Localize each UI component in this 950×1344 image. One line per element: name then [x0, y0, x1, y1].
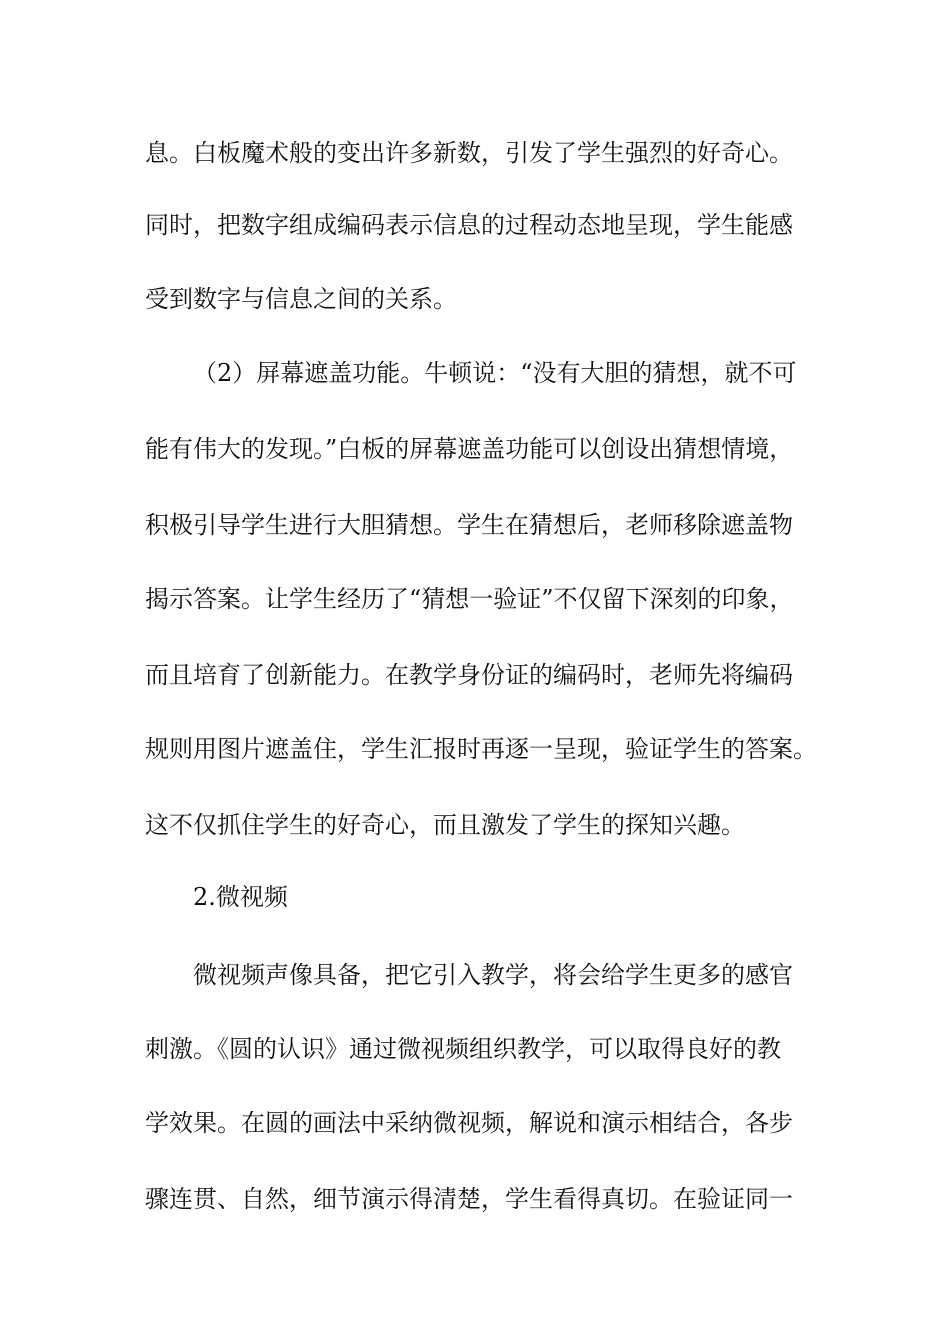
section-heading: 2.微视频 — [193, 883, 288, 911]
text-line: 而且培育了创新能力。在教学身份证的编码时，老师先将编码 — [145, 661, 793, 689]
paragraph-first-line: （2）屏幕遮盖功能。牛顿说：“没有大胆的猜想，就不可 — [193, 359, 797, 387]
text-line: 息。白板魔术般的变出许多新数，引发了学生强烈的好奇心。 — [145, 139, 793, 167]
text-line: 学效果。在圆的画法中采纳微视频，解说和演示相结合，各步 — [145, 1109, 793, 1137]
text-line: 能有伟大的发现。”白板的屏幕遮盖功能可以创设出猜想情境， — [145, 435, 794, 463]
text-line: 规则用图片遮盖住，学生汇报时再逐一呈现，验证学生的答案。 — [145, 735, 817, 763]
text-line: 同时，把数字组成编码表示信息的过程动态地呈现，学生能感 — [145, 211, 793, 239]
text-line: 积极引导学生进行大胆猜想。学生在猜想后，老师移除遮盖物 — [145, 511, 793, 539]
text-line: 受到数字与信息之间的关系。 — [145, 285, 457, 313]
text-line: 刺激。《圆的认识》通过微视频组织教学，可以取得良好的教 — [145, 1035, 781, 1063]
text-line: 骤连贯、自然，细节演示得清楚，学生看得真切。在验证同一 — [145, 1185, 793, 1213]
text-line: 这不仅抓住学生的好奇心，而且激发了学生的探知兴趣。 — [145, 811, 745, 839]
paragraph-first-line: 微视频声像具备，把它引入教学，将会给学生更多的感官 — [193, 961, 793, 989]
text-line: 揭示答案。让学生经历了“猜想一验证”不仅留下深刻的印象， — [145, 585, 794, 613]
